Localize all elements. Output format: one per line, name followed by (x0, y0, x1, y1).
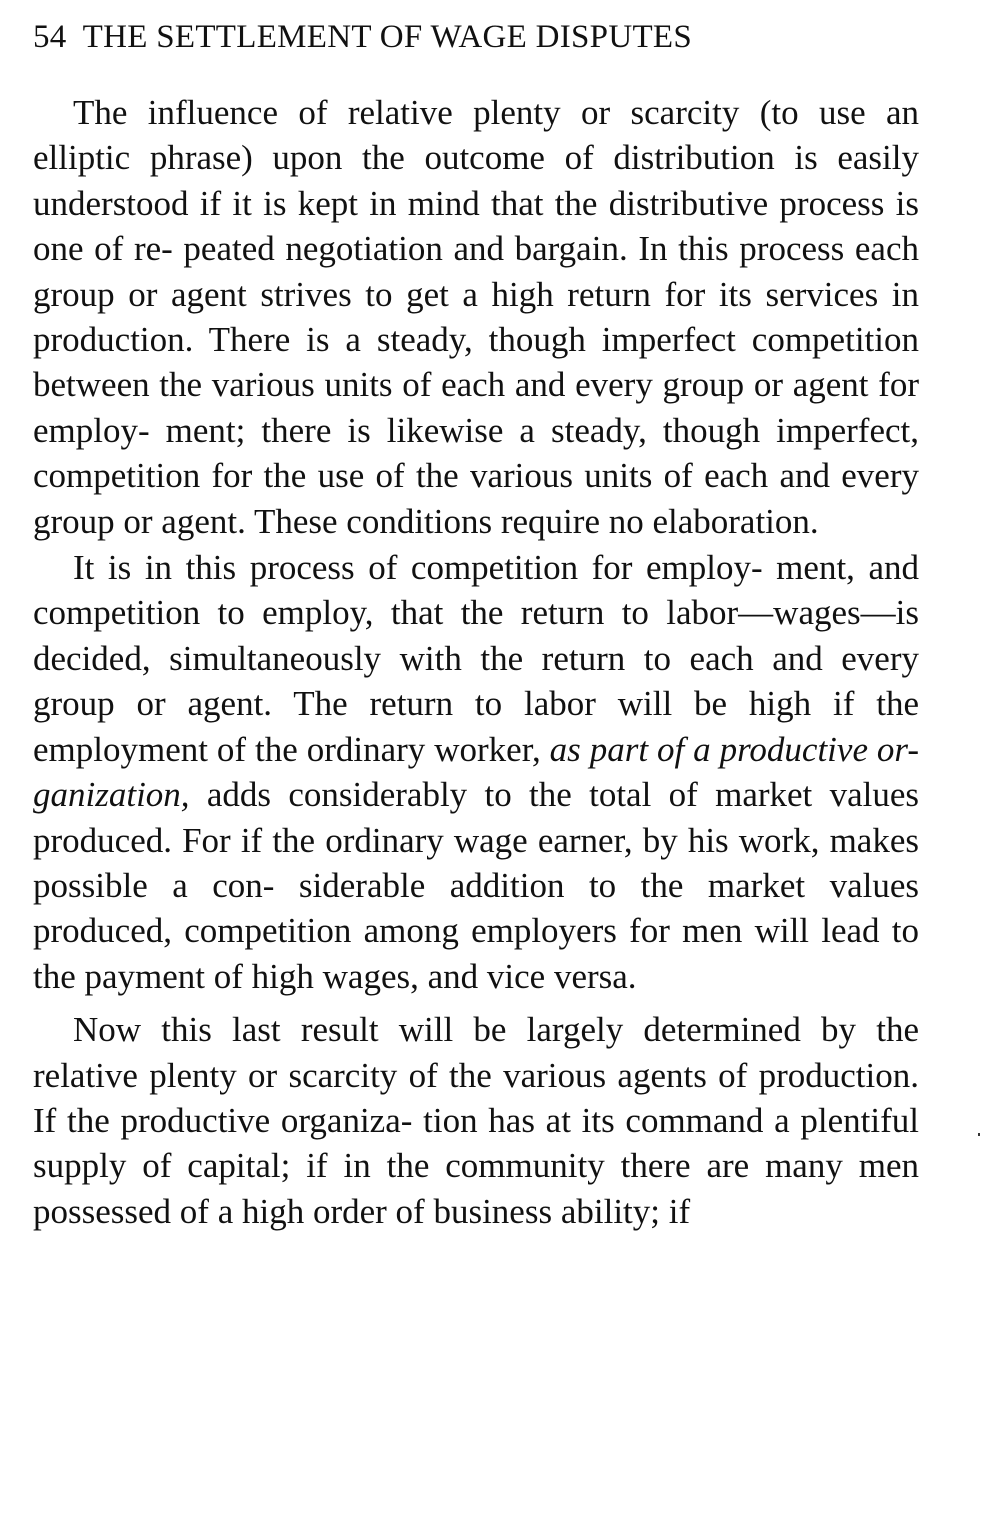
paragraph-2 (33, 545, 919, 999)
page-number: 54 (33, 19, 67, 55)
paragraph-2-text-end: adds considerably to the total of market values produced. For if the ordinary wage earner, by his work, makes possible a con- siderable addition to the market values produced, competition among employers for men will lead to the payment of high wages, and vice versa. (33, 775, 919, 996)
scan-speck (978, 1133, 980, 1136)
book-page (33, 14, 919, 1234)
paragraph-3: Now this last result will be largely determined by the relative plenty or scarcity of the various agents of production. If the productive organiza- tion has at its command a plentiful supply of capital; if in the community there are many men possessed of a high order of business ability; if (33, 1010, 919, 1231)
paragraph-2-text-start: It is in this process of competition for employ- ment, and competition to employ, that the return to labor—wages—is decided, simultaneously with the return to each and every group or agent. The return to labor will be high if the employment of the ordinary worker, (33, 548, 919, 769)
paragraph-2-italic-phrase: as part of a productive or- ganization, (33, 729, 919, 815)
running-head (33, 14, 919, 60)
paragraph-1: The influence of relative plenty or scarcity (to use an elliptic phrase) upon the outcome of distribution is easily understood if it is kept in mind that the distributive process is one of re- peated negotiation and bargain. In this process each group or agent strives to get a high return for its services in production. There is a steady, though imperfect competition between the various units of each and every group or agent for employ- ment; there is likewise a steady, though imperfect, competition for the use of the various units of each and every group or agent. These conditions require no elaboration. (33, 93, 919, 541)
running-title: THE SETTLEMENT OF WAGE DISPUTES (82, 19, 693, 55)
